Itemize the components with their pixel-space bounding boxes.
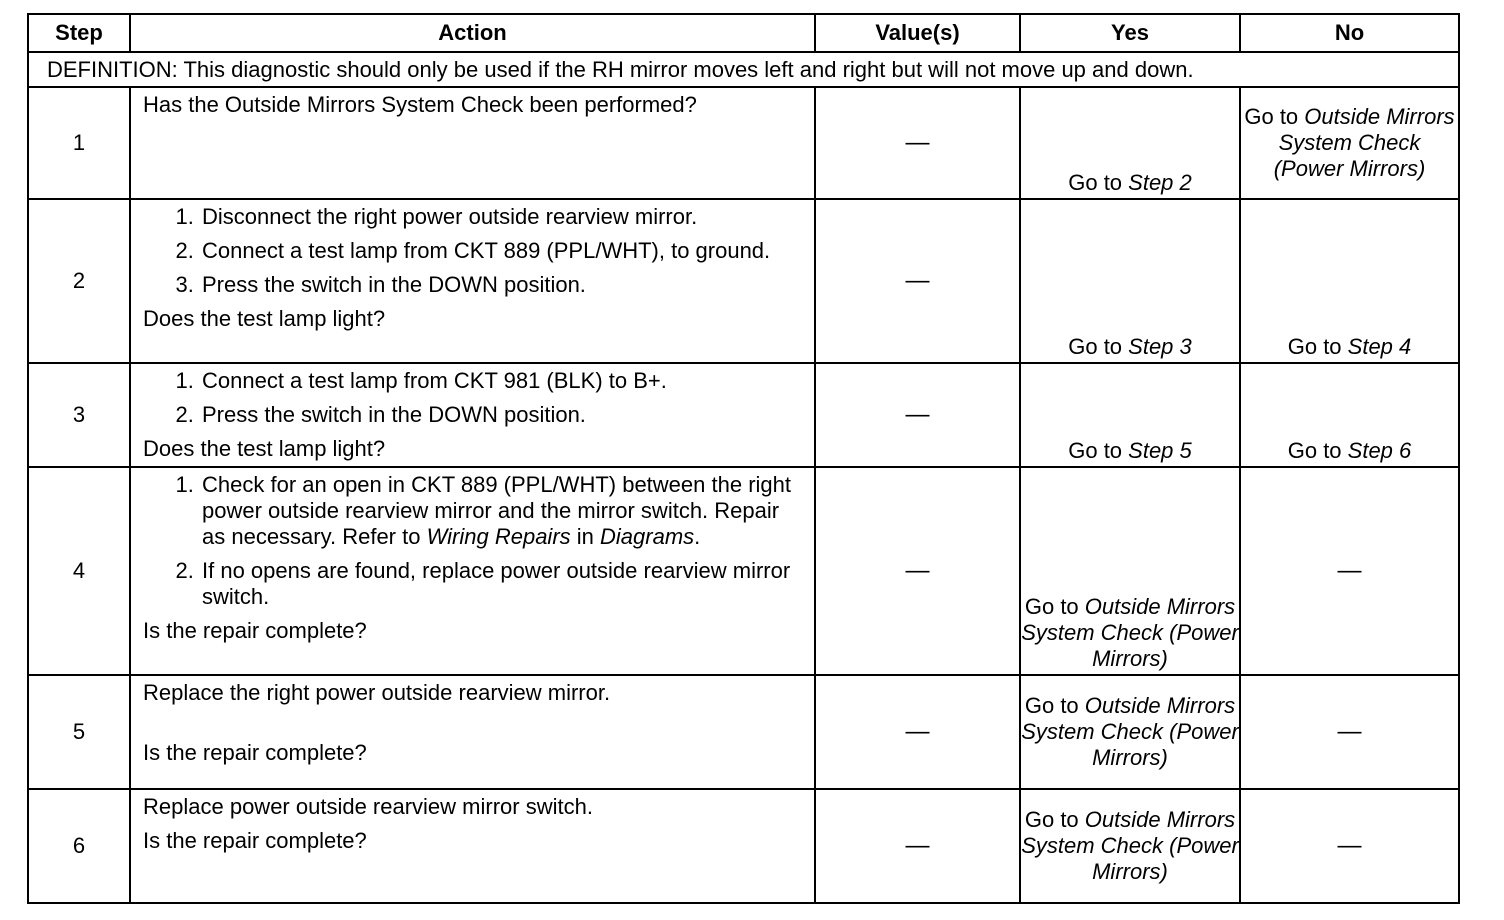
table-row xyxy=(28,467,1459,675)
value-dash: — xyxy=(815,675,1020,789)
yes-target-link[interactable]: Step 2 xyxy=(1128,170,1192,195)
yes-cell xyxy=(1020,87,1240,199)
action-cell xyxy=(130,467,815,675)
header-row xyxy=(28,14,1459,52)
action-question: Is the repair complete? xyxy=(143,618,367,643)
header-values: Value(s) xyxy=(815,14,1020,52)
go-to-text: Go to xyxy=(1024,693,1085,718)
step-number: 6 xyxy=(28,789,130,903)
no-target-link[interactable]: Step 4 xyxy=(1347,334,1412,359)
go-to-text: Go to xyxy=(1068,170,1129,195)
diagnostic-table xyxy=(27,13,1460,904)
no-target-link[interactable]: Outside Mirrors System Check (Power Mirrors) xyxy=(1273,104,1455,181)
action-item: 2. Press the switch in the DOWN position. xyxy=(200,402,806,428)
go-to-text: Go to xyxy=(1287,334,1348,359)
yes-cell xyxy=(1020,675,1240,789)
action-cell xyxy=(130,789,815,903)
no-dash: — xyxy=(1240,789,1459,903)
table-row xyxy=(28,87,1459,199)
no-cell xyxy=(1240,199,1459,363)
action-item: 1. Disconnect the right power outside rearview mirror. xyxy=(200,204,806,230)
action-list xyxy=(143,204,806,298)
action-cell xyxy=(130,675,815,789)
value-dash: — xyxy=(815,467,1020,675)
action-cell xyxy=(130,199,815,363)
action-item-text: in xyxy=(570,524,601,549)
go-to-text: Go to xyxy=(1068,438,1129,463)
action-question: Has the Outside Mirrors System Check been performed? xyxy=(143,92,697,117)
go-to-text: Go to xyxy=(1068,334,1129,359)
step-number: 3 xyxy=(28,363,130,467)
go-to-text: Go to xyxy=(1287,438,1348,463)
action-item xyxy=(200,472,806,550)
action-question: Does the test lamp light? xyxy=(143,436,386,461)
header-no: No xyxy=(1240,14,1459,52)
diagrams-link[interactable]: Diagrams xyxy=(600,524,695,549)
action-item-text: . xyxy=(694,524,701,549)
no-cell xyxy=(1240,363,1459,467)
action-list xyxy=(143,472,806,610)
yes-target-link[interactable]: Outside Mirrors System Check (Power Mirrors) xyxy=(1021,594,1239,671)
no-dash: — xyxy=(1240,675,1459,789)
table-row xyxy=(28,199,1459,363)
go-to-text: Go to xyxy=(1244,104,1305,129)
yes-target-link[interactable]: Step 5 xyxy=(1128,438,1192,463)
action-item: 1. Connect a test lamp from CKT 981 (BLK) to B+. xyxy=(200,368,806,394)
go-to-text: Go to xyxy=(1024,807,1085,832)
value-dash: — xyxy=(815,789,1020,903)
action-text: Replace the right power outside rearview mirror. xyxy=(143,680,611,705)
go-to-text: Go to xyxy=(1024,594,1085,619)
no-target-link[interactable]: Step 6 xyxy=(1347,438,1412,463)
table-row xyxy=(28,363,1459,467)
wiring-repairs-link[interactable]: Wiring Repairs xyxy=(426,524,571,549)
step-number: 1 xyxy=(28,87,130,199)
value-dash: — xyxy=(815,87,1020,199)
no-cell xyxy=(1240,87,1459,199)
header-yes: Yes xyxy=(1020,14,1240,52)
action-item: 2. If no opens are found, replace power outside rearview mirror switch. xyxy=(200,558,806,610)
value-dash: — xyxy=(815,363,1020,467)
action-item: 3. Press the switch in the DOWN position. xyxy=(200,272,806,298)
yes-target-link[interactable]: Step 3 xyxy=(1128,334,1192,359)
table-row xyxy=(28,675,1459,789)
action-item-text: Check for an open in CKT 889 (PPL/WHT) between the right power outside rearview mirror and the mirror switch. Repair as necessary. Refer to xyxy=(202,472,791,549)
yes-target-link[interactable]: Outside Mirrors System Check (Power Mirrors) xyxy=(1021,807,1239,884)
yes-cell xyxy=(1020,199,1240,363)
step-number: 4 xyxy=(28,467,130,675)
definition-row xyxy=(28,52,1459,87)
header-action: Action xyxy=(130,14,815,52)
no-dash: — xyxy=(1240,467,1459,675)
action-question: Is the repair complete? xyxy=(143,740,367,765)
spacer xyxy=(143,706,806,740)
step-number: 2 xyxy=(28,199,130,363)
definition-text: DEFINITION: This diagnostic should only be used if the RH mirror moves left and right but will not move up and down. xyxy=(28,52,1459,87)
yes-cell xyxy=(1020,363,1240,467)
action-item: 2. Connect a test lamp from CKT 889 (PPL/WHT), to ground. xyxy=(200,238,806,264)
action-list xyxy=(143,368,806,428)
action-question: Is the repair complete? xyxy=(143,828,367,853)
action-cell xyxy=(130,87,815,199)
action-text: Replace power outside rearview mirror switch. xyxy=(143,794,593,819)
table-row xyxy=(28,789,1459,903)
action-question: Does the test lamp light? xyxy=(143,306,386,331)
step-number: 5 xyxy=(28,675,130,789)
header-step: Step xyxy=(28,14,130,52)
value-dash: — xyxy=(815,199,1020,363)
action-cell xyxy=(130,363,815,467)
yes-cell xyxy=(1020,789,1240,903)
yes-target-link[interactable]: Outside Mirrors System Check (Power Mirrors) xyxy=(1021,693,1239,770)
yes-cell xyxy=(1020,467,1240,675)
